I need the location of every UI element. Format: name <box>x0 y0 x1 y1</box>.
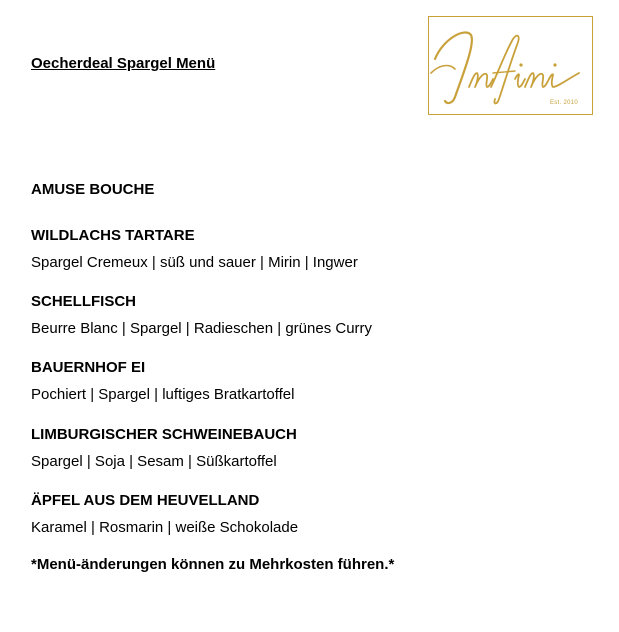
course-wildlachs-tartare <box>31 226 358 273</box>
logo-established: Est. 2010 <box>549 100 578 106</box>
menu-title: Oecherdeal Spargel Menü <box>31 55 216 72</box>
course-aepfel-aus-dem-heuvelland <box>31 491 298 538</box>
course-description: Karamel | Rosmarin | weiße Schokolade <box>31 519 299 536</box>
course-bauernhof-ei <box>31 358 294 405</box>
course-name: LIMBURGISCHER SCHWEINEBAUCH <box>31 426 297 443</box>
course-name: ÄPFEL AUS DEM HEUVELLAND <box>31 492 260 509</box>
menu-footnote: *Menü-änderungen können zu Mehrkosten führen.* <box>31 556 395 573</box>
course-description: Spargel | Soja | Sesam | Süßkartoffel <box>31 453 277 470</box>
course-description: Spargel Cremeux | süß und sauer | Mirin | Ingwer <box>31 254 358 271</box>
course-description: Pochiert | Spargel | luftiges Bratkartoffel <box>31 386 295 403</box>
infini-logo <box>428 16 593 115</box>
course-name: AMUSE BOUCHE <box>31 181 155 198</box>
course-amuse-bouche <box>31 180 154 200</box>
course-description: Beurre Blanc | Spargel | Radieschen | grünes Curry <box>31 320 373 337</box>
course-limburgischer-schweinebauch <box>31 425 297 472</box>
course-name: WILDLACHS TARTARE <box>31 227 195 244</box>
course-name: BAUERNHOF EI <box>31 359 146 376</box>
course-schellfisch <box>31 292 372 339</box>
course-name: SCHELLFISCH <box>31 293 136 310</box>
